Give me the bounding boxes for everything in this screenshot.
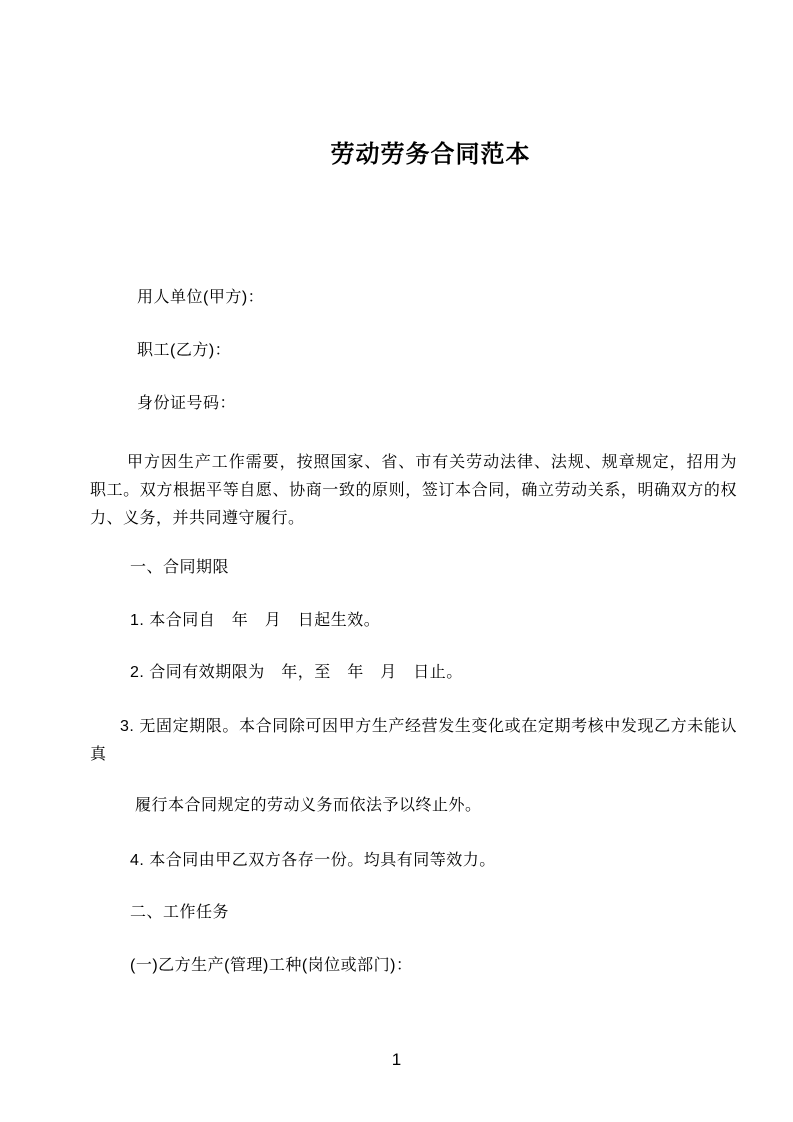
section-1-heading: 一、合同期限 [130, 559, 230, 576]
page-number: 1 [391, 1050, 402, 1069]
document-title: 劳动劳务合同范本 [330, 141, 531, 168]
clause-1-2: 2. 合同有效期限为 年，至 年 月 日止。 [130, 664, 463, 681]
clause-1-3: 3. 无固定期限。本合同除可因甲方生产经营发生变化或在定期考核中发现乙方未能认真 [90, 718, 737, 763]
clause-2-1: (一)乙方生产(管理)工种(岗位或部门)： [130, 957, 413, 974]
party-employee-label: 职工(乙方)： [137, 342, 232, 359]
clause-1-3-continued: 履行本合同规定的劳动义务而依法予以终止外。 [135, 797, 482, 814]
party-employer-label: 用人单位(甲方)： [137, 289, 265, 306]
id-number-label: 身份证号码： [137, 395, 237, 412]
clause-1-1: 1. 本合同自 年 月 日起生效。 [130, 612, 381, 629]
intro-paragraph: 甲方因生产工作需要，按照国家、省、市有关劳动法律、法规、规章规定，招用为职工。双方根据平等自愿、协商一致的原则，签订本合同，确立劳动关系，明确双方的权力、义务，并共同遵守履行。 [90, 454, 737, 527]
clause-1-4: 4. 本合同由甲乙双方各存一份。均具有同等效力。 [130, 852, 496, 869]
section-2-heading: 二、工作任务 [130, 904, 230, 921]
page-footer [0, 1048, 793, 1072]
